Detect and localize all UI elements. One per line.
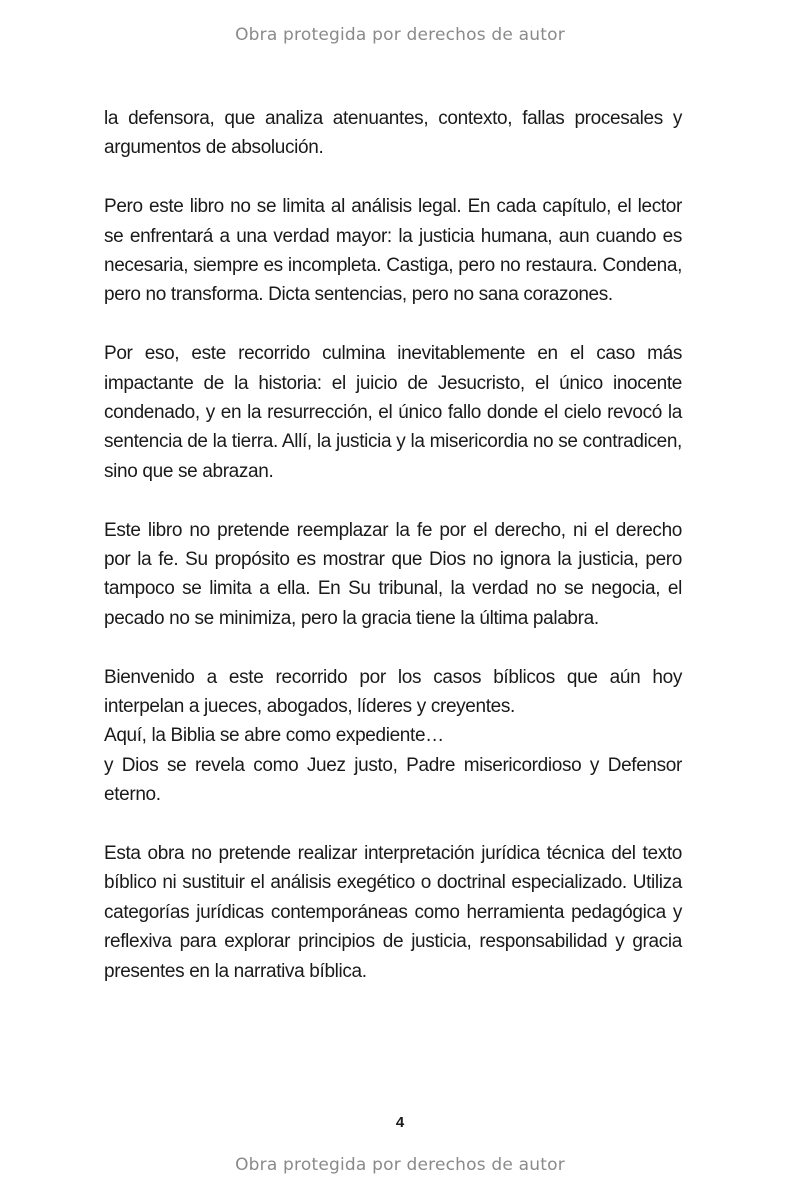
paragraph-disclaimer: Esta obra no pretende realizar interpretación jurídica técnica del texto bíblico ni sustituir el análisis exegético o doctrinal especializado. Utiliza categorías jurídicas contemporáneas como herramienta pedagógica y reflexiva para explorar principios de justicia, responsabilidad y gracia presentes en la narrativa bíblica. (104, 843, 682, 982)
welcome-line-2: Aquí, la Biblia se abre como expediente… (104, 725, 444, 747)
paragraph-beyond-legal: Pero este libro no se limita al análisis legal. En cada capítulo, el lector se enfrentará a una verdad mayor: la justicia humana, aun cuando es necesaria, siempre es incompleta. Castiga, pero no restaura. Condena, pero no transforma. Dicta sentencias, pero no sana corazones. (104, 196, 682, 306)
page-body (104, 104, 682, 1016)
paragraph-defense: la defensora, que analiza atenuantes, contexto, fallas procesales y argumentos de absolución. (104, 108, 682, 159)
paragraph-trial-of-jesus: Por eso, este recorrido culmina inevitablemente en el caso más impactante de la historia: el juicio de Jesucristo, el único inocente condenado, y en la resurrección, el único fallo donde el cielo revocó la sentencia de la tierra. Allí, la justicia y la misericordia no se contradicen, sino que se abrazan. (104, 343, 682, 482)
welcome-line-1: Bienvenido a este recorrido por los casos bíblicos que aún hoy interpelan a jueces, abogados, líderes y creyentes. (104, 666, 682, 718)
top-watermark: Obra protegida por derechos de autor (235, 25, 565, 45)
bottom-watermark: Obra protegida por derechos de autor (235, 1155, 565, 1175)
paragraph-welcome (104, 663, 682, 810)
paragraph-faith-and-law: Este libro no pretende reemplazar la fe por el derecho, ni el derecho por la fe. Su propósito es mostrar que Dios no ignora la justicia, pero tampoco se limita a ella. En Su tribunal, la verdad no se negocia, el pecado no se minimiza, pero la gracia tiene la última palabra. (104, 519, 682, 629)
welcome-line-3: y Dios se revela como Juez justo, Padre misericordioso y Defensor eterno. (104, 754, 682, 806)
page-number: 4 (395, 1114, 405, 1131)
